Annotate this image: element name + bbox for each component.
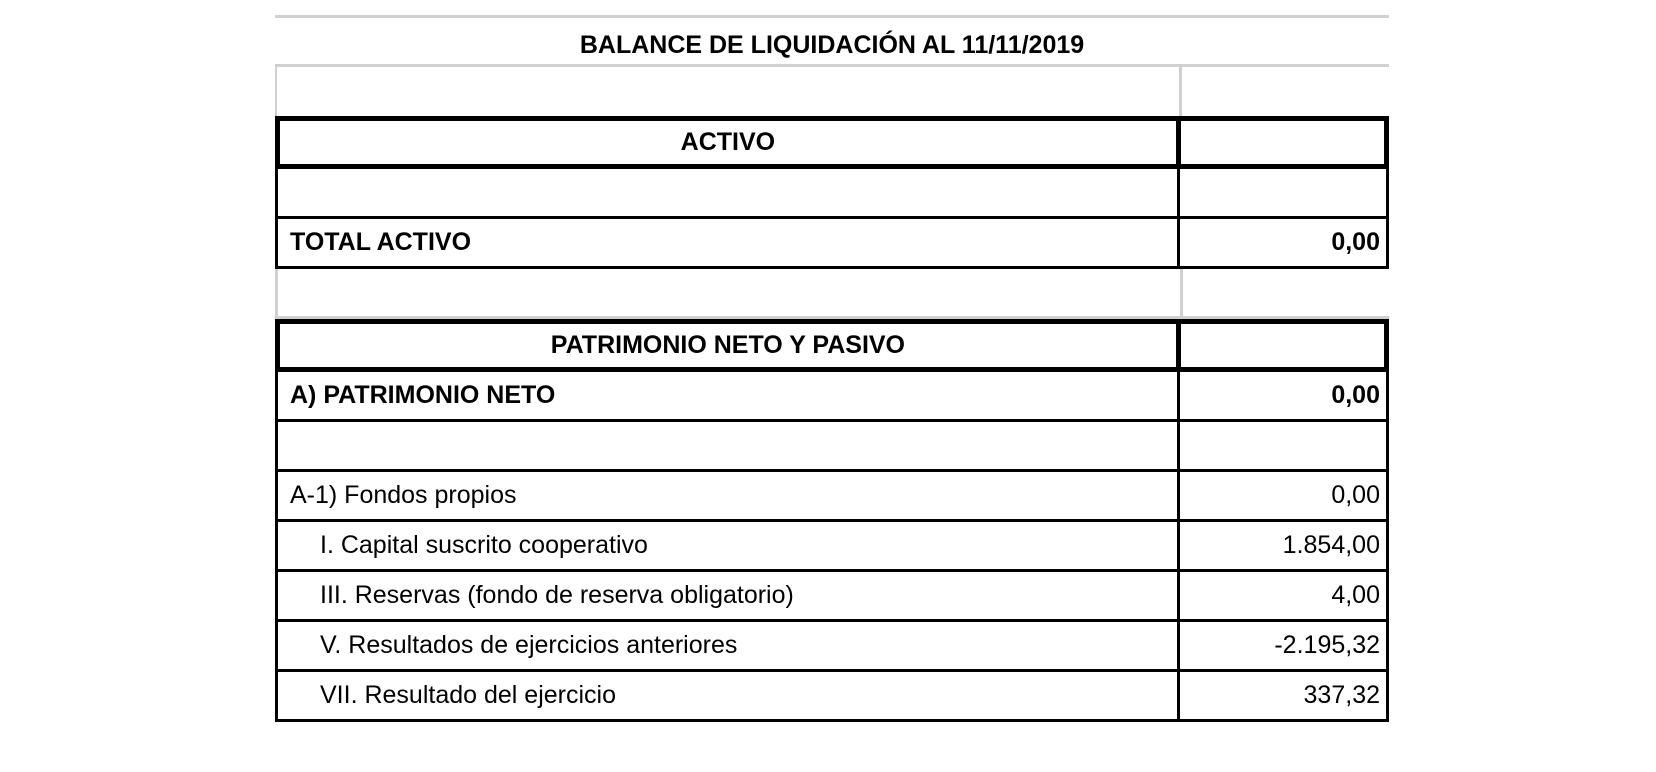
patrimonio-neto-label: A) PATRIMONIO NETO xyxy=(290,381,556,409)
blank-cell xyxy=(278,269,1180,316)
activo-header-row xyxy=(275,116,1389,169)
blank-row xyxy=(275,422,1389,472)
row-label: III. Reservas (fondo de reserva obligatorio) xyxy=(320,581,794,609)
table-row xyxy=(275,572,1389,622)
balance-sheet xyxy=(275,15,1389,722)
blank-row xyxy=(275,67,1389,116)
total-activo-label: TOTAL ACTIVO xyxy=(290,228,472,256)
blank-row xyxy=(275,169,1389,219)
blank-cell xyxy=(1177,422,1386,469)
row-value: -2.195,32 xyxy=(1177,622,1386,669)
blank-row xyxy=(275,269,1389,319)
row-label: I. Capital suscrito cooperativo xyxy=(320,531,648,559)
pasivo-header-value-cell xyxy=(1176,324,1384,367)
row-label: V. Resultados de ejercicios anteriores xyxy=(320,631,738,659)
row-value: 1.854,00 xyxy=(1177,522,1386,569)
activo-header-value-cell xyxy=(1176,121,1384,164)
row-label: VII. Resultado del ejercicio xyxy=(320,681,616,709)
row-label: A-1) Fondos propios xyxy=(290,481,517,509)
blank-cell xyxy=(1180,269,1389,316)
table-row xyxy=(275,522,1389,572)
table-row xyxy=(275,672,1389,722)
table-row xyxy=(275,472,1389,522)
patrimonio-neto-value: 0,00 xyxy=(1177,372,1386,419)
sheet-title: BALANCE DE LIQUIDACIÓN AL 11/11/2019 xyxy=(275,15,1389,67)
patrimonio-neto-row xyxy=(275,372,1389,422)
blank-cell xyxy=(1177,169,1386,216)
row-value: 0,00 xyxy=(1177,472,1386,519)
blank-cell xyxy=(277,67,1179,116)
pasivo-header: PATRIMONIO NETO Y PASIVO xyxy=(550,331,906,359)
activo-header: ACTIVO xyxy=(680,128,776,156)
row-value: 337,32 xyxy=(1177,672,1386,719)
pasivo-header-row xyxy=(275,319,1389,372)
blank-cell xyxy=(1179,67,1389,116)
total-activo-row xyxy=(275,219,1389,269)
blank-cell xyxy=(278,169,1177,216)
row-value: 4,00 xyxy=(1177,572,1386,619)
table-row xyxy=(275,622,1389,672)
total-activo-value: 0,00 xyxy=(1177,219,1386,266)
blank-cell xyxy=(278,422,1177,469)
